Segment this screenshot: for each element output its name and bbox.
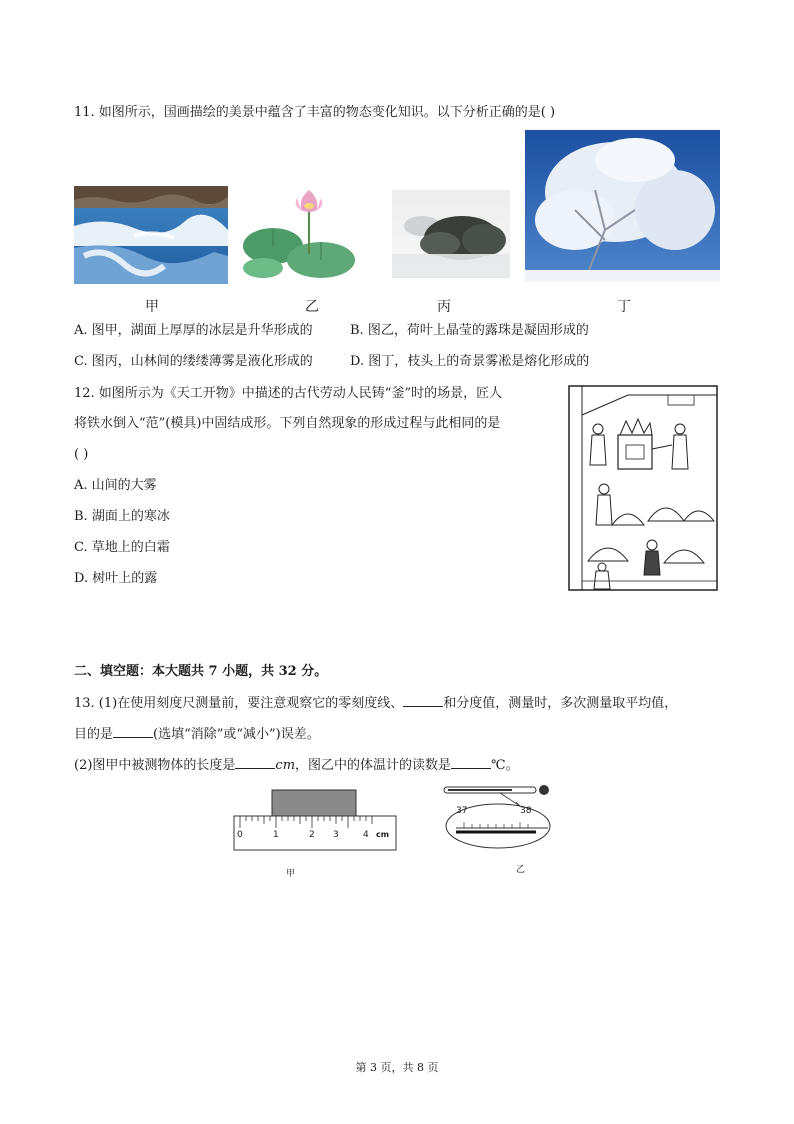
q12-stem-line1: 12. 如图所示为《天工开物》中描述的古代劳动人民铸“釜”时的场景，匠人 bbox=[74, 386, 503, 401]
q11-option-b[interactable]: B. 图乙，荷叶上晶莹的露珠是凝固形成的 bbox=[350, 323, 589, 338]
ruler-tick-3: 3 bbox=[333, 830, 339, 840]
q12-option-d[interactable]: D. 树叶上的露 bbox=[74, 571, 158, 586]
q11-stem: 11. 如图所示，国画描绘的美景中蕴含了丰富的物态变化知识。以下分析正确的是( ) bbox=[74, 105, 556, 120]
caption-bing: 丙 bbox=[437, 299, 451, 315]
q12-option-c[interactable]: C. 草地上的白霜 bbox=[74, 540, 170, 555]
ruler-tick-4: 4 bbox=[363, 830, 369, 840]
tiangong-kaiwu-illustration bbox=[568, 385, 718, 591]
thermo-label-38: 38 bbox=[520, 806, 532, 816]
ruler-tick-0: 0 bbox=[237, 830, 243, 840]
thermometer-figure bbox=[440, 782, 560, 852]
q13-part1-line1 bbox=[74, 694, 677, 713]
caption-ding: 丁 bbox=[617, 299, 631, 315]
ruler-tick-1: 1 bbox=[273, 830, 279, 840]
ruler-figure bbox=[230, 788, 400, 858]
lotus-image bbox=[239, 180, 361, 282]
ruler-tick-2: 2 bbox=[309, 830, 315, 840]
q12-stem-line3: ( ) bbox=[74, 447, 89, 462]
q13-part2-unit: cm bbox=[275, 758, 296, 773]
q13-part1-line2 bbox=[74, 725, 320, 744]
q11-option-a[interactable]: A. 图甲，湖面上厚厚的冰层是升华形成的 bbox=[74, 323, 313, 338]
ruler-unit: cm bbox=[376, 830, 390, 839]
q13-part2-text-a: (2)图甲中被测物体的长度是 bbox=[74, 758, 236, 773]
q13-part2-text-c: ℃。 bbox=[491, 758, 519, 773]
q13-part2-line bbox=[74, 756, 519, 775]
misty-forest-image bbox=[392, 190, 510, 278]
q11-option-d[interactable]: D. 图丁，枝头上的奇景雾凇是熔化形成的 bbox=[350, 354, 590, 369]
q13-blank-4[interactable] bbox=[451, 756, 491, 769]
q13-part1-text-a: 13. (1)在使用刻度尺测量前，要注意观察它的零刻度线、 bbox=[74, 696, 404, 711]
q13-part1-text-d: (选填“消除”或“减小”)误差。 bbox=[153, 727, 320, 742]
section2-heading: 二、填空题：本大题共 7 小题，共 32 分。 bbox=[74, 664, 328, 679]
q13-part2-text-b: ，图乙中的体温计的读数是 bbox=[295, 758, 452, 773]
q13-part1-text-b: 和分度值，测量时，多次测量取平均值， bbox=[443, 696, 678, 711]
rime-tree-image bbox=[525, 130, 720, 282]
caption-jia: 甲 bbox=[145, 299, 159, 315]
caption-yi: 乙 bbox=[305, 299, 319, 315]
q12-option-a[interactable]: A. 山间的大雾 bbox=[74, 478, 157, 493]
frozen-lake-image bbox=[74, 186, 228, 284]
ruler-caption: 甲 bbox=[286, 869, 296, 879]
q11-option-c[interactable]: C. 图丙，山林间的缕缕薄雾是液化形成的 bbox=[74, 354, 313, 369]
page-footer: 第 3 页，共 8 页 bbox=[355, 1061, 439, 1074]
q13-part1-text-c: 目的是 bbox=[74, 727, 114, 742]
thermo-caption: 乙 bbox=[516, 865, 526, 875]
q13-blank-2[interactable] bbox=[113, 725, 153, 738]
q13-blank-1[interactable] bbox=[403, 694, 443, 707]
thermo-label-37: 37 bbox=[456, 806, 468, 816]
q12-stem-line2: 将铁水倒入“范”(模具)中固结成形。下列自然现象的形成过程与此相同的是 bbox=[74, 416, 501, 431]
q13-blank-3[interactable] bbox=[235, 756, 275, 769]
q12-option-b[interactable]: B. 湖面上的寒冰 bbox=[74, 509, 170, 524]
